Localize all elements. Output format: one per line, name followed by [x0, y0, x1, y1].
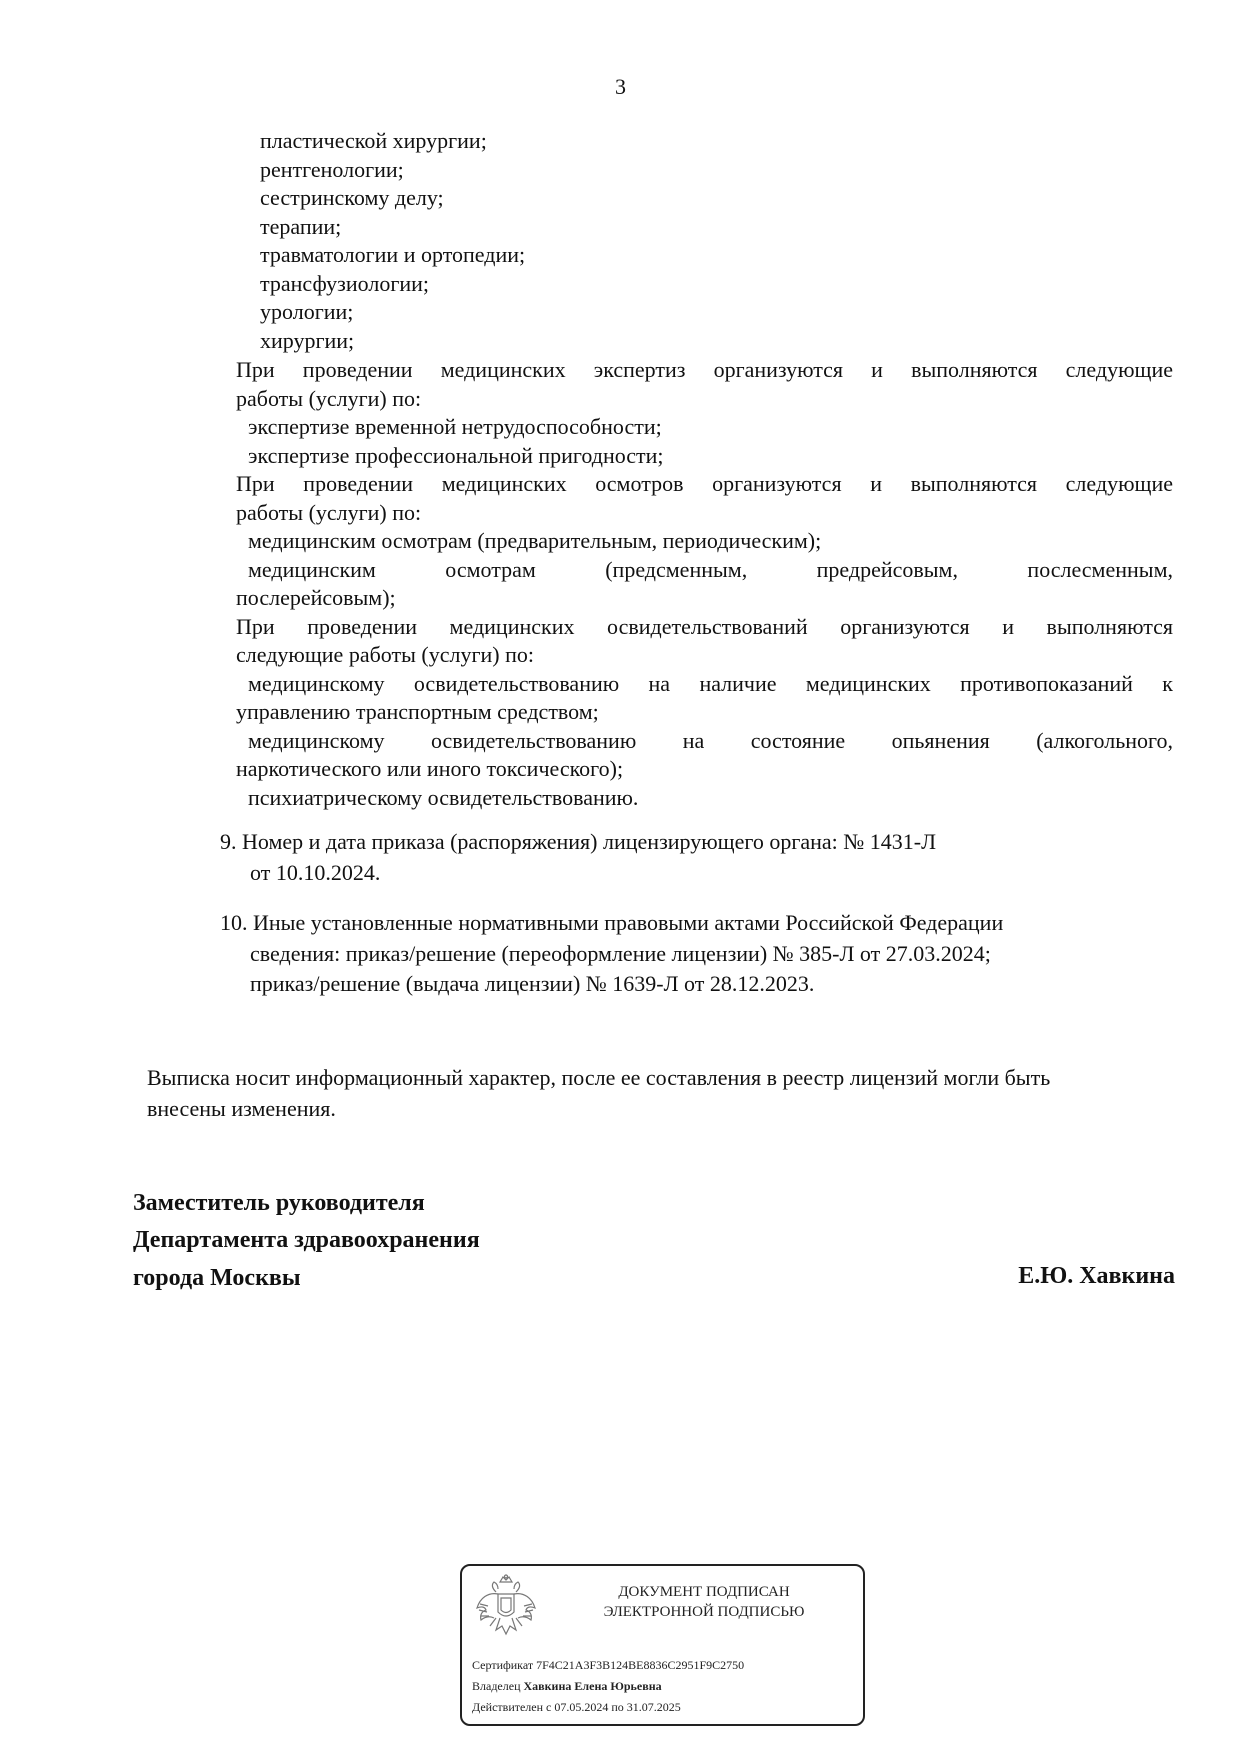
owner-line: Владелец Хавкина Елена Юрьевна [472, 1679, 662, 1693]
list-item: медицинскому освидетельствованию на состояние опьянения (алкогольного, [248, 728, 1173, 753]
item-10-cont: приказ/решение (выдача лицензии) № 1639-Л от 28.12.2023. [250, 971, 815, 996]
examinations-intro-cont: работы (услуги) по: [236, 500, 422, 525]
list-item: рентгенологии; [260, 157, 404, 182]
list-item: пластической хирургии; [260, 128, 487, 153]
note-text: Выписка носит информационный характер, после ее составления в реестр лицензий могли быть [147, 1065, 1051, 1090]
list-item-cont: управлению транспортным средством; [236, 699, 599, 724]
signatory-title: города Москвы [133, 1265, 301, 1291]
list-item: психиатрическому освидетельствованию. [248, 785, 639, 810]
list-item: трансфузиологии; [260, 271, 429, 296]
list-item-cont: наркотического или иного токсического); [236, 756, 624, 781]
certificate-line: Сертификат 7F4C21A3F3B124BE8836C2951F9C2750 [472, 1658, 745, 1672]
coat-of-arms-icon [474, 1574, 538, 1644]
expertise-intro-cont: работы (услуги) по: [236, 386, 422, 411]
list-item: медицинским осмотрам (предварительным, периодическим); [248, 528, 822, 553]
certifications-intro-cont: следующие работы (услуги) по: [236, 642, 534, 667]
item-10-cont: сведения: приказ/решение (переоформление лицензии) № 385-Л от 27.03.2024; [250, 941, 991, 966]
signatory-title: Заместитель руководителя [133, 1190, 425, 1216]
note-text-cont: внесены изменения. [147, 1096, 336, 1121]
examinations-intro: При проведении медицинских осмотров организуются и выполняются следующие [236, 471, 1173, 496]
list-item: терапии; [260, 214, 342, 239]
list-item: экспертизе временной нетрудоспособности; [248, 414, 662, 439]
item-9: 9. Номер и дата приказа (распоряжения) лицензирующего органа: № 1431-Л [220, 829, 937, 854]
list-item-cont: послерейсовым); [236, 585, 396, 610]
item-9-cont: от 10.10.2024. [250, 860, 381, 885]
signatory-name: Е.Ю. Хавкина [1018, 1263, 1175, 1289]
stamp-header: ДОКУМЕНТ ПОДПИСАН ЭЛЕКТРОННОЙ ПОДПИСЬЮ [603, 1584, 805, 1620]
page-number: 3 [615, 74, 626, 99]
list-item: сестринскому делу; [260, 185, 444, 210]
item-10: 10. Иные установленные нормативными правовыми актами Российской Федерации [220, 910, 1004, 935]
signatory-title: Департамента здравоохранения [133, 1227, 480, 1253]
e-signature-stamp [460, 1564, 865, 1726]
list-item: хирургии; [260, 328, 355, 353]
list-item: медицинским осмотрам (предсменным, предрейсовым, послесменным, [248, 557, 1173, 582]
list-item: медицинскому освидетельствованию на наличие медицинских противопоказаний к [248, 671, 1173, 696]
list-item: экспертизе профессиональной пригодности; [248, 443, 664, 468]
expertise-intro: При проведении медицинских экспертиз организуются и выполняются следующие [236, 357, 1173, 382]
validity-line: Действителен с 07.05.2024 по 31.07.2025 [472, 1700, 681, 1714]
list-item: травматологии и ортопедии; [260, 242, 526, 267]
list-item: урологии; [260, 299, 354, 324]
certifications-intro: При проведении медицинских освидетельствований организуются и выполняются [236, 614, 1173, 639]
